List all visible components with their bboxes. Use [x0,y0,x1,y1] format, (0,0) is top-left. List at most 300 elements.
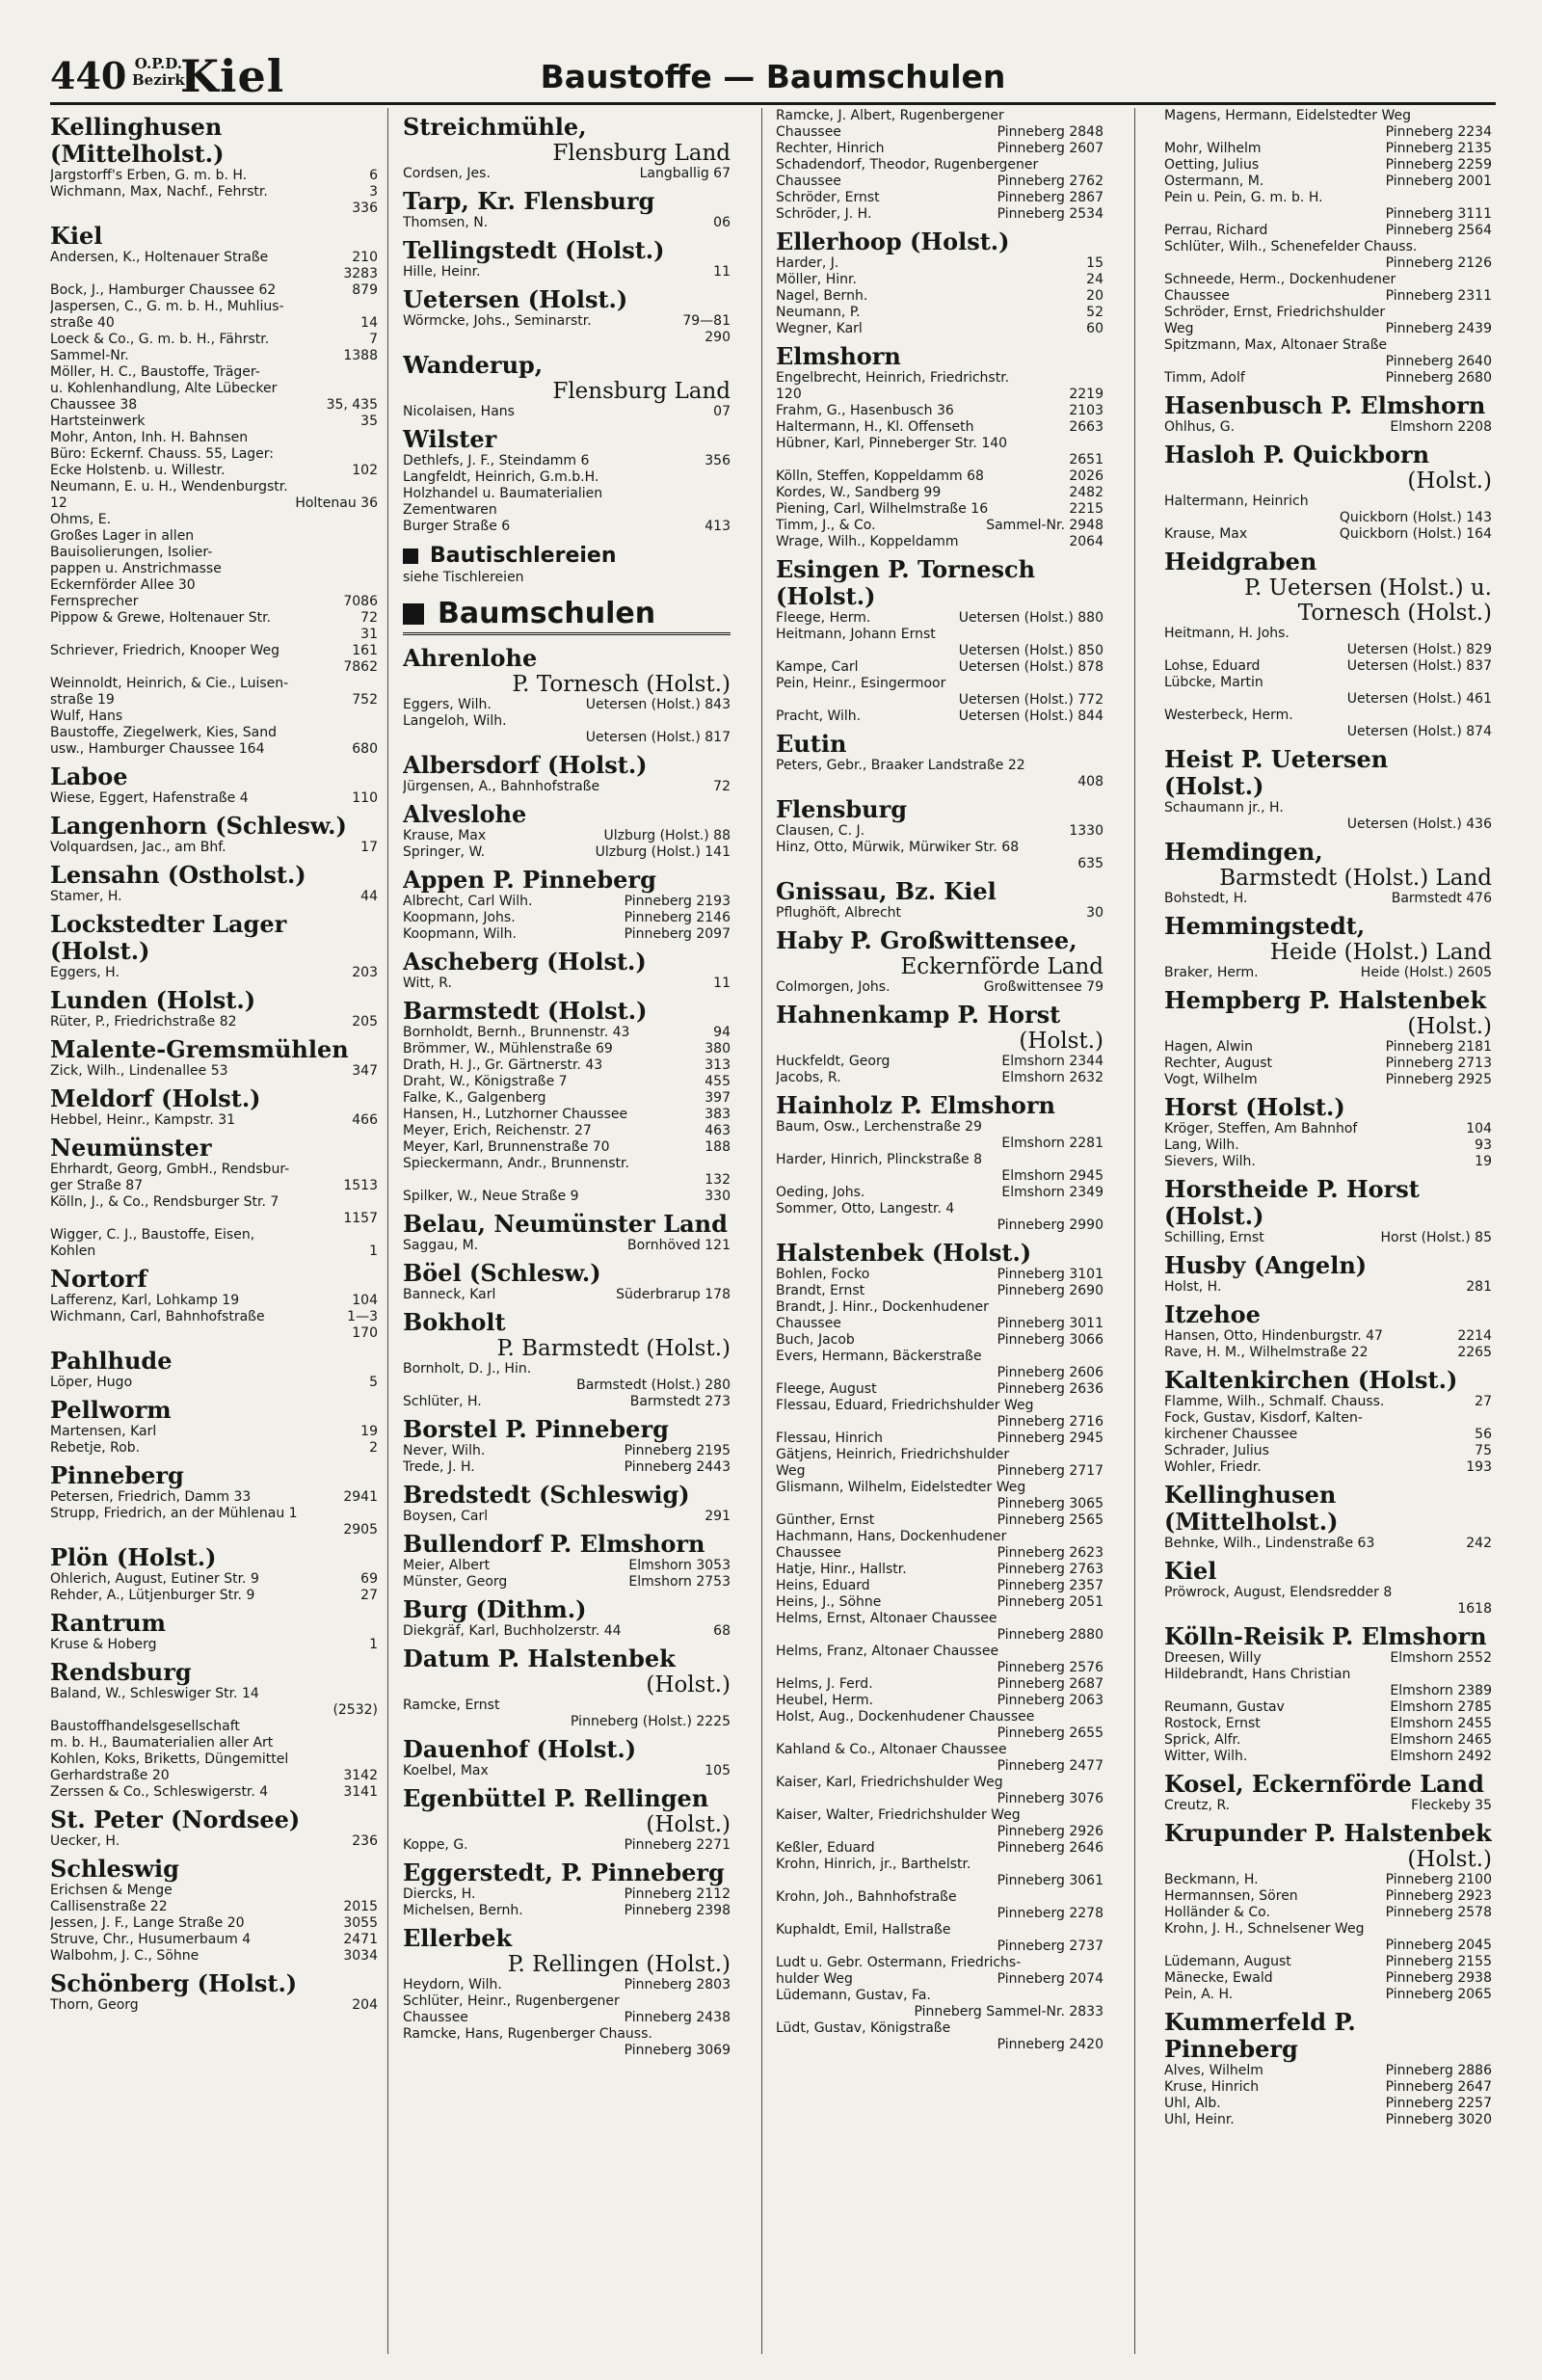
entry-name: Kölln, J., & Co., Rendsburger Str. 7 [50,1194,279,1210]
town-name: Nortorf [50,1265,147,1293]
entry-name [403,2043,409,2059]
town-name: Tellingstedt (Holst.) [403,236,665,264]
entry-name [776,1414,782,1431]
entry-name: Baustoffhandelsgesellschaft [50,1719,240,1734]
directory-entry [776,157,1103,174]
entry-phone: Pinneberg 2938 [1385,1970,1492,1986]
directory-entry [403,1903,731,1919]
directory-entry [1164,206,1492,223]
entry-name: Westerbeck, Herm. [1164,708,1293,723]
town-name: Meldorf (Holst.) [50,1084,261,1112]
directory-entry [403,1993,731,2010]
directory-section [1164,1771,1492,1814]
entry-name: Krohn, Hinrich, jr., Barthelstr. [776,1857,971,1872]
entry-name: Wrage, Wilh., Koppeldamm [776,534,959,549]
entry-name [1164,724,1170,740]
entry-name: Strupp, Friedrich, an der Mühlenau 1 [50,1506,298,1521]
directory-entry [50,1014,378,1030]
entry-name: Wichmann, Max, Nachf., Fehrstr. [50,184,268,200]
entry-name: straße 19 [50,692,115,708]
column-1 [50,108,378,2364]
entry-name: Burger Straße 6 [403,519,511,534]
directory-entry [776,1725,1103,1742]
entry-name: Draht, W., Königstraße 7 [403,1074,568,1089]
town-name: Borstel P. Pinneberg [403,1415,669,1443]
directory-entry [1164,1699,1492,1716]
directory-entry [776,1594,1103,1611]
directory-section [1164,392,1492,436]
directory-entry [776,1529,1103,1545]
directory-entry [50,676,378,692]
directory-entry [403,1714,731,1730]
category-heading [403,596,731,635]
entry-name: Behnke, Wilh., Lindenstraße 63 [1164,1536,1375,1551]
entry-name: Löper, Hugo [50,1375,133,1390]
entry-phone: Heide (Holst.) 2605 [1360,965,1492,980]
entry-name [776,1758,782,1775]
entry-phone: 110 [352,790,378,806]
cross-reference-note: siehe Tischlereien [403,570,524,585]
entry-name: Sommer, Otto, Langestr. 4 [776,1201,955,1217]
entry-phone: Pinneberg 2045 [1385,1938,1492,1953]
directory-entry [776,856,1103,872]
town-name: Ellerbek [403,1924,513,1952]
directory-entry [1164,1872,1492,1888]
entry-name [776,1824,782,1840]
entry-phone: Pinneberg 2564 [1385,223,1492,238]
directory-entry [50,1489,378,1506]
directory-entry [50,790,378,807]
town-name: Ellerhoop (Holst.) [776,227,1010,255]
entry-name: Drath, H. J., Gr. Gärtnerstr. 43 [403,1057,603,1073]
directory-section [50,1397,378,1457]
directory-section [50,763,378,807]
entry-name [50,266,56,282]
entry-name [1164,354,1170,370]
directory-entry [776,774,1103,790]
directory-section [403,1309,731,1410]
entry-phone: Pinneberg 2181 [1385,1039,1492,1055]
directory-section [50,1544,378,1604]
directory-entry [1164,354,1492,370]
town-name: Ahrenlohe [403,644,538,672]
entry-name: Brömmer, W., Mühlenstraße 69 [403,1041,613,1056]
town-postal-area: Heide (Holst.) Land [1269,940,1492,965]
entry-name: Weg [1164,321,1194,336]
entry-name: Albrecht, Carl Wilh. [403,894,533,909]
town-name: Langenhorn (Schlesw.) [50,812,347,840]
directory-entry [776,1660,1103,1676]
entry-phone: 2214 [1457,1328,1492,1344]
directory-entry [1164,1056,1492,1072]
entry-name: Baustoffe, Ziegelwerk, Kies, Sand [50,725,277,740]
directory-entry [403,1041,731,1057]
entry-name: Ludt u. Gebr. Ostermann, Friedrichs- [776,1955,1022,1970]
directory-entry [50,1883,378,1899]
directory-entry [403,1172,731,1189]
directory-entry [50,1932,378,1948]
entry-name: Boysen, Carl [403,1509,489,1524]
entry-name: Volquardsen, Jac., am Bhf. [50,840,226,855]
entry-name: Martensen, Karl [50,1424,157,1439]
entry-name: Flamme, Wilh., Schmalf. Chauss. [1164,1394,1385,1409]
entry-phone: Pinneberg 2146 [624,910,731,925]
directory-entry [403,828,731,844]
directory-entry [776,1398,1103,1414]
directory-entry [403,486,731,502]
directory-entry [776,1545,1103,1562]
entry-name: Rehder, A., Lütjenburger Str. 9 [50,1588,255,1603]
entry-name: Langeloh, Wilh. [403,713,507,729]
directory-entry [403,1123,731,1139]
directory-section [776,556,1103,725]
entry-name: Koopmann, Wilh. [403,926,518,942]
entry-phone: Pinneberg 2420 [997,2037,1103,2052]
town-name: Pahlhude [50,1347,173,1375]
directory-entry [1164,1585,1492,1601]
entry-phone: Pinneberg 2438 [624,2010,731,2025]
entry-phone: Uetersen (Holst.) 772 [958,692,1103,708]
directory-section [776,1002,1103,1086]
directory-entry [403,453,731,469]
directory-section [403,1211,731,1254]
directory-section [403,543,731,586]
entry-name [776,452,782,468]
directory-entry [403,1837,731,1854]
entry-phone: Pinneberg 2257 [1385,2096,1492,2111]
entry-phone: 2015 [343,1899,378,1914]
directory-entry [50,1571,378,1588]
entry-name: Meyer, Erich, Reichenstr. 27 [403,1123,592,1138]
entry-name [776,1906,782,1922]
directory-section [776,228,1103,337]
directory-entry [776,2037,1103,2053]
entry-name: Brandt, J. Hinr., Dockenhudener [776,1299,989,1315]
category-subheading [403,543,731,570]
entry-name: Hartsteinwerk [50,414,146,429]
directory-section [50,1348,378,1391]
directory-entry [1164,1905,1492,1921]
entry-phone: 170 [352,1325,378,1341]
directory-entry [1164,1154,1492,1170]
directory-entry [1164,1732,1492,1749]
directory-entry [403,313,731,330]
entry-phone: Pinneberg 2925 [1385,1072,1492,1087]
directory-entry [50,332,378,348]
town-name: Eggerstedt, P. Pinneberg [403,1859,725,1886]
directory-section [50,1085,378,1129]
entry-name: Lüdemann, Gustav, Fa. [776,1988,931,2003]
entry-name [50,1522,56,1538]
directory-entry [50,282,378,299]
entry-name: Mohr, Anton, Inh. H. Bahnsen [50,430,249,445]
directory-entry [1164,1938,1492,1954]
entry-phone: 161 [352,643,378,658]
directory-section [1164,839,1492,907]
directory-entry [1164,708,1492,724]
town-postal-area: P. Uetersen (Holst.) u. Tornesch (Holst.) [1244,575,1492,626]
entry-name [403,1377,409,1394]
entry-name: Banneck, Karl [403,1287,496,1302]
directory-entry [776,1365,1103,1381]
directory-entry [1164,691,1492,708]
directory-entry [1164,305,1492,321]
entry-name: Kuphaldt, Emil, Hallstraße [776,1922,951,1938]
directory-section [1164,913,1492,981]
town-postal-area: (Holst.) [1407,468,1492,494]
entry-name: Lang, Wilh. [1164,1137,1239,1153]
directory-entry [403,1238,731,1254]
town-name: Kölln-Reisik P. Elmshorn [1164,1622,1487,1650]
directory-entry [50,1227,378,1243]
directory-entry [776,485,1103,501]
category-heading-text: Baumschulen [438,597,656,630]
column-divider [1134,108,1135,2354]
entry-name: Weinnoldt, Heinrich, & Cie., Luisen- [50,676,289,691]
town-name: Barmstedt (Holst.) [403,997,648,1025]
directory-entry [50,463,378,479]
entry-name: Spieckermann, Andr., Brunnenstr. [403,1156,629,1171]
directory-entry [776,1775,1103,1791]
entry-phone: 397 [705,1090,731,1106]
entry-name: Jessen, J. F., Lange Straße 20 [50,1915,245,1931]
directory-entry [776,1332,1103,1349]
entry-name [1164,206,1170,223]
entry-phone: Pinneberg 2655 [997,1725,1103,1741]
entry-name: Meyer, Karl, Brunnenstraße 70 [403,1139,610,1155]
entry-name: Pröwrock, August, Elendsredder 8 [1164,1585,1393,1600]
entry-phone: 7862 [343,659,378,675]
directory-entry [1164,800,1492,816]
entry-phone: 281 [1466,1279,1492,1295]
entry-name: Bohlen, Focko [776,1267,870,1282]
entry-name: Rebetje, Rob. [50,1440,141,1456]
entry-phone: (2532) [332,1702,378,1718]
entry-name: Ohlhus, G. [1164,419,1236,435]
town-name: Alveslohe [403,800,527,828]
directory-section [1164,441,1492,543]
entry-name: Schlüter, Wilh., Schenefelder Chauss. [1164,239,1418,254]
town-name: Appen P. Pinneberg [403,866,656,894]
entry-name: Heins, Eduard [776,1578,870,1593]
directory-entry [1164,2079,1492,2096]
entry-phone: 20 [1086,288,1103,304]
directory-entry [50,315,378,332]
directory-entry [776,1201,1103,1217]
directory-entry [776,627,1103,643]
entry-phone: 72 [360,610,378,626]
entry-phone: 30 [1086,905,1103,921]
directory-entry [403,1074,731,1090]
entry-name [776,1365,782,1381]
entry-phone: 193 [1466,1459,1492,1475]
directory-entry [776,1578,1103,1594]
town-postal-area: Eckernförde Land [900,954,1103,979]
entry-phone: 2941 [343,1489,378,1505]
town-name: Tarp, Kr. Flensburg [403,187,655,215]
entry-phone: 102 [352,463,378,478]
entry-name: Rechter, August [1164,1056,1273,1071]
entry-phone: Pinneberg 2155 [1385,1954,1492,1969]
directory-entry [1164,419,1492,436]
town-name: Flensburg [776,795,908,823]
entry-name: kirchener Chaussee [1164,1427,1298,1442]
directory-entry [1164,2063,1492,2079]
entry-name: Schlüter, Heinr., Rugenbergener [403,1993,620,2009]
town-name: Schleswig [50,1855,179,1883]
town-name: Husby (Angeln) [1164,1251,1368,1279]
entry-name: Lübcke, Martin [1164,675,1263,690]
directory-entry [1164,174,1492,190]
directory-entry [403,1189,731,1205]
entry-name: Rüter, P., Friedrichstraße 82 [50,1014,237,1030]
directory-entry [776,1758,1103,1775]
directory-section [1164,548,1492,740]
directory-entry [776,1939,1103,1955]
entry-phone: 14 [360,315,378,331]
entry-phone: 380 [705,1041,731,1056]
entry-phone: Pinneberg 2680 [1385,370,1492,386]
directory-entry [403,1977,731,1993]
town-name: Ascheberg (Holst.) [403,948,647,976]
entry-name [50,1702,56,1719]
directory-entry [1164,239,1492,255]
directory-entry [50,1768,378,1784]
directory-section [776,108,1103,223]
entry-phone: Pinneberg 2271 [624,1837,731,1853]
town-postal-area: Flensburg Land [552,379,731,404]
directory-section [50,987,378,1030]
directory-entry [1164,1345,1492,1361]
entry-phone: Pinneberg 2357 [997,1578,1103,1593]
directory-entry [50,1325,378,1342]
directory-section [50,1036,378,1080]
directory-entry [776,1267,1103,1283]
town-postal-area: P. Tornesch (Holst.) [512,672,731,697]
entry-phone: Pinneberg 2100 [1385,1872,1492,1887]
entry-name: Großes Lager in allen [50,528,195,544]
entry-name: Wegner, Karl [776,321,863,336]
entry-phone: 356 [705,453,731,468]
entry-phone: Pinneberg 2278 [997,1906,1103,1921]
entry-name: Michelsen, Bernh. [403,1903,523,1918]
directory-section [403,286,731,346]
town-name: Kiel [1164,1557,1217,1585]
entry-name: Loeck & Co., G. m. b. H., Fährstr. [50,332,270,347]
entry-name: Diercks, H. [403,1886,476,1902]
town-name: Hainholz P. Elmshorn [776,1091,1056,1119]
entry-phone: 2219 [1069,387,1103,402]
directory-entry [776,1168,1103,1185]
entry-phone: Elmshorn 2632 [1001,1070,1103,1085]
entry-phone: Pinneberg 2443 [624,1459,731,1475]
entry-name: Wulf, Hans [50,709,123,724]
directory-entry [1164,1667,1492,1683]
entry-name: u. Kohlenhandlung, Alte Lübecker [50,381,278,396]
directory-entry [776,758,1103,774]
entry-name: Schröder, Ernst [776,190,880,205]
directory-entry [776,1955,1103,1971]
entry-phone: 94 [713,1025,731,1040]
directory-section [50,1135,378,1260]
town-name: Eutin [776,730,847,758]
entry-name: Oeding, Johs. [776,1185,865,1200]
entry-name: Hagen, Alwin [1164,1039,1254,1055]
directory-section [776,1092,1103,1234]
entry-phone: Pinneberg 2762 [997,174,1103,189]
entry-phone: 2 [369,1440,378,1456]
entry-phone: 1330 [1069,823,1103,839]
entry-name: Timm, J., & Co. [776,518,876,533]
entry-name: Mohr, Wilhelm [1164,141,1262,156]
directory-entry [1164,2096,1492,2112]
directory-section [776,731,1103,790]
town-name: Pinneberg [50,1461,184,1489]
entry-name: m. b. H., Baumaterialien aller Art [50,1735,274,1751]
entry-name: Sievers, Wilh. [1164,1154,1256,1169]
entry-name: Schneede, Herm., Dockenhudener [1164,272,1396,287]
entry-name: Witter, Wilh. [1164,1749,1248,1764]
entry-phone: Pinneberg 2234 [1385,124,1492,140]
entry-name: Creutz, R. [1164,1798,1231,1813]
directory-entry [403,1107,731,1123]
entry-phone: Elmshorn 2465 [1390,1732,1492,1748]
directory-section [50,1610,378,1653]
entry-phone: 3142 [343,1768,378,1783]
directory-entry [1164,1121,1492,1137]
directory-entry [776,370,1103,387]
entry-name: Glismann, Wilhelm, Eidelstedter Weg [776,1480,1026,1495]
entry-name: Rostock, Ernst [1164,1716,1261,1731]
directory-entry [1164,1683,1492,1699]
column-divider [761,108,762,2354]
directory-entry [403,910,731,926]
directory-entry [1164,1987,1492,2003]
entry-name: Lüdt, Gustav, Königstraße [776,2020,951,2036]
entry-name: Bauisolierungen, Isolier- [50,545,213,560]
directory-entry [776,1070,1103,1086]
entry-phone: 466 [352,1112,378,1128]
entry-phone: Pinneberg 3020 [1385,2112,1492,2127]
directory-entry [776,436,1103,452]
entry-phone: Uetersen (Holst.) 843 [585,697,731,712]
entry-phone: Pinneberg 2439 [1385,321,1492,336]
entry-name: Haltermann, Heinrich [1164,494,1309,509]
directory-entry [1164,321,1492,337]
directory-entry [776,1742,1103,1758]
entry-phone: Pinneberg 2135 [1385,141,1492,156]
entry-phone: 463 [705,1123,731,1138]
directory-entry [1164,190,1492,206]
directory-entry [1164,1601,1492,1618]
entry-phone: Uetersen (Holst.) 844 [958,709,1103,724]
entry-name: Haltermann, H., Kl. Offenseth [776,419,974,435]
entry-name: Eckernförder Allee 30 [50,577,196,593]
entry-phone: Pinneberg 2636 [997,1381,1103,1397]
entry-name: usw., Hamburger Chaussee 164 [50,741,265,757]
entry-name [776,1627,782,1644]
town-postal-area: (Holst.) [646,1812,731,1837]
directory-entry [1164,1394,1492,1410]
directory-entry [776,1791,1103,1807]
entry-name: Fleege, Herm. [776,610,871,626]
directory-entry [1164,494,1492,510]
directory-entry [776,141,1103,157]
directory-entry [1164,526,1492,543]
directory-entry [776,1627,1103,1644]
entry-name: Münster, Georg [403,1574,508,1590]
directory-entry [1164,157,1492,174]
